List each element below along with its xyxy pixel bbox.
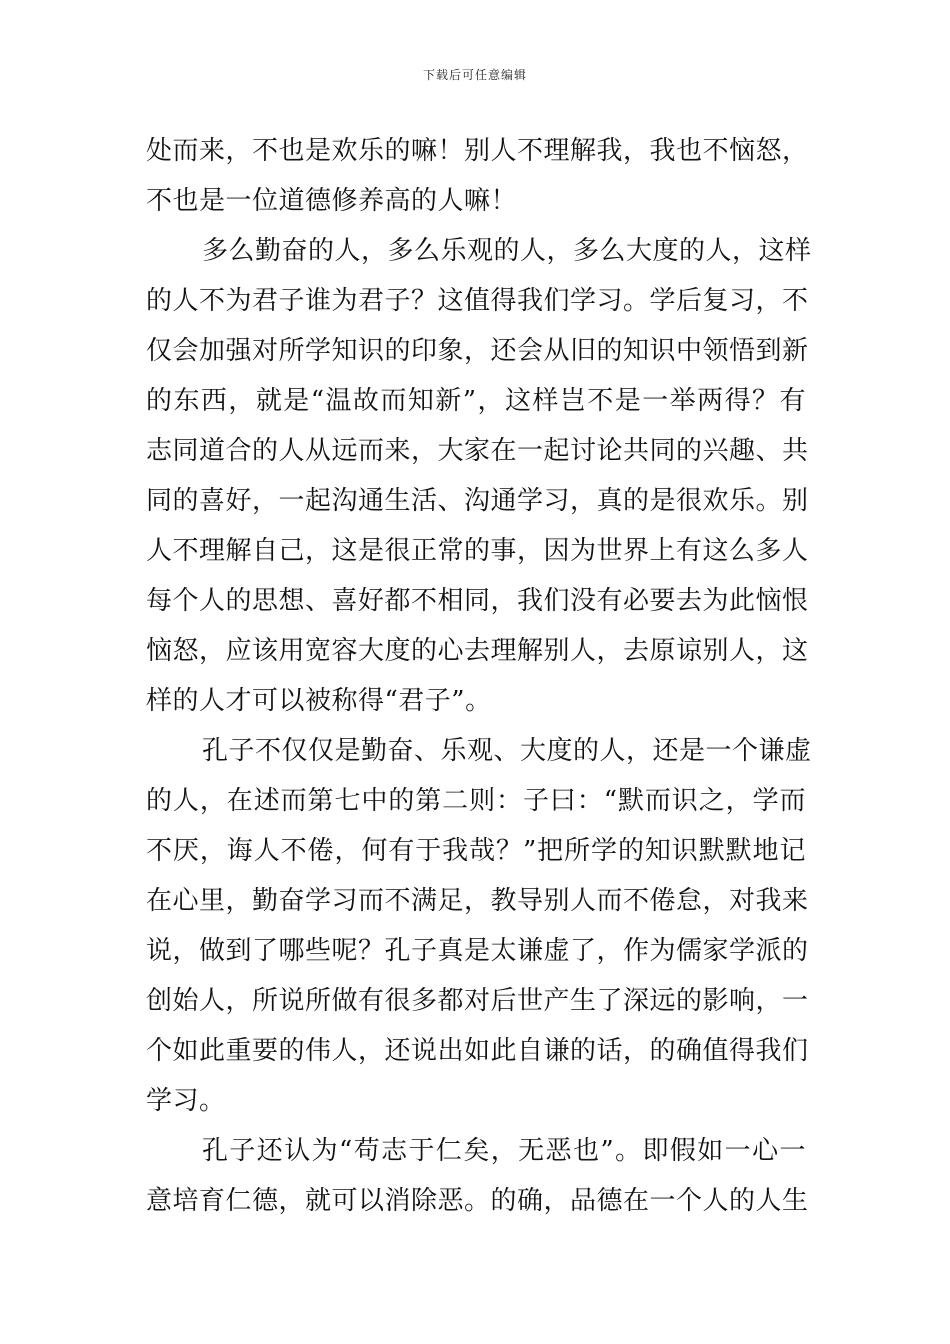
paragraph (146, 726, 812, 1126)
text-line: 的人，在述而第七中的第二则：子曰：“默而识之，学而 (146, 786, 806, 816)
text-line: 每个人的思想、喜好都不相同，我们没有必要去为此恼恨 (146, 586, 809, 616)
text-line: 不也是一位道德修养高的人嘛！ (146, 186, 518, 216)
text-line: 在心里，勤奋学习而不满足，教导别人而不倦怠，对我来 (146, 886, 809, 916)
document-body (146, 126, 812, 1226)
text-line: 的人不为君子谁为君子？这值得我们学习。学后复习，不 (146, 286, 809, 316)
text-line: 人不理解自己，这是很正常的事，因为世界上有这么多人 (146, 536, 809, 566)
text-line: 志同道合的人从远而来，大家在一起讨论共同的兴趣、共 (146, 436, 809, 466)
paragraph (146, 1126, 809, 1226)
text-line: 处而来，不也是欢乐的嘛！别人不理解我，我也不恼怒， (146, 136, 809, 166)
text-line: 同的喜好，一起沟通生活、沟通学习，真的是很欢乐。别 (146, 486, 809, 516)
text-line: 样的人才可以被称得“君子”。 (146, 686, 492, 716)
text-line: 个如此重要的伟人，还说出如此自谦的话，的确值得我们 (146, 1036, 809, 1066)
text-line: 的东西，就是“温故而知新”，这样岂不是一举两得？有 (146, 386, 806, 416)
text-line: 仅会加强对所学知识的印象，还会从旧的知识中领悟到新 (146, 336, 809, 366)
text-line: 创始人，所说所做有很多都对后世产生了深远的影响，一 (146, 986, 809, 1016)
text-line: 孔子还认为“苟志于仁矣，无恶也”。即假如一心一 (202, 1136, 806, 1166)
page-header: 下载后可任意编辑 (422, 68, 527, 82)
text-line: 孔子不仅仅是勤奋、乐观、大度的人，还是一个谦虚 (202, 736, 812, 766)
text-line: 意培育仁德，就可以消除恶。的确，品德在一个人的人生 (146, 1186, 809, 1216)
text-line: 恼怒，应该用宽容大度的心去理解别人，去原谅别人，这 (146, 636, 809, 666)
paragraph (146, 226, 812, 726)
text-line: 说，做到了哪些呢？孔子真是太谦虚了，作为儒家学派的 (146, 936, 809, 966)
text-line: 不厌，诲人不倦，何有于我哉？”把所学的知识默默地记 (146, 836, 806, 866)
paragraph (146, 126, 809, 226)
text-line: 多么勤奋的人，多么乐观的人，多么大度的人，这样 (202, 236, 812, 266)
text-line: 学习。 (146, 1086, 226, 1116)
